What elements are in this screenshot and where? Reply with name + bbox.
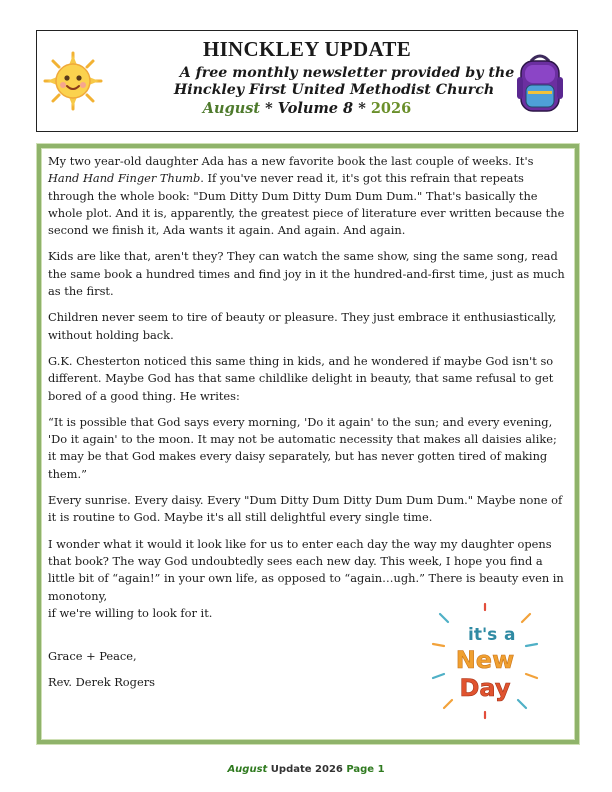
closing: Grace + Peace,	[48, 649, 137, 664]
quote-line-1: “It is possible that God says every morning, 'Do it again' to the sun; and every evening,	[48, 414, 553, 429]
issue-year: 2026	[370, 100, 412, 117]
newsletter-header	[36, 30, 578, 132]
footer-page: Page 1	[346, 764, 385, 775]
page-footer	[0, 764, 612, 775]
issue-line	[37, 100, 577, 117]
paragraph-1-text-b: . If you've never read it, it's got this refrain that repeats through the whole book: "Dum Ditty Dum Ditty Dum Dum Dum." That's basically the whole plot. And it is, apparently, the greatest piece of literature ever written because the second we finish it, Ada wants it again. And again. And again.	[48, 171, 565, 238]
chesterton-quote	[48, 414, 568, 483]
footer-month: August	[227, 764, 268, 775]
paragraph-1	[48, 153, 568, 239]
newsletter-subtitle	[167, 65, 527, 99]
paragraph-6-text-a: I wonder what it would it look like for us to enter each day the way my daughter opens that book? The way God undoubtedly sees each new day. This week, I hope you find a little bit of “again!” in your own life, as opposed to “again…ugh.” There is beauty even in monotony,	[48, 536, 564, 603]
graphic-new: New	[455, 646, 515, 674]
backpack-icon	[515, 51, 565, 115]
paragraph-6-text-b: if we're willing to look for it.	[48, 605, 213, 620]
paragraph-2: Kids are like that, aren't they? They can watch the same show, sing the same song, read the same book a hundred times and find joy in it the hundred-and-first time, just as much as the first.	[48, 249, 565, 299]
graphic-its: it's	[468, 625, 498, 645]
footer-middle: Update 2026	[267, 764, 347, 775]
paragraph-5: Every sunrise. Every daisy. Every "Dum Ditty Dum Ditty Dum Dum Dum." Maybe none of it is routine to God. Maybe it's all still delightful every single time.	[48, 493, 563, 525]
quote-line-2: 'Do it again' to the moon. It may not be automatic necessity that makes all daisies alike;	[48, 432, 557, 447]
paragraph-4: G.K. Chesterton noticed this same thing in kids, and he wondered if maybe God isn't so different. Maybe God has that same childlike delight in beauty, that same refusal to get bored of a good thing. He writes:	[48, 353, 554, 403]
paragraph-3: Children never seem to tire of beauty or pleasure. They just embrace it enthusiastically, without holding back.	[48, 310, 557, 342]
newsletter-title: HINCKLEY UPDATE	[202, 37, 412, 61]
subtitle-line-1: A free monthly newsletter provided by the	[179, 65, 515, 81]
subtitle-line-2: Hinckley First United Methodist Church	[173, 82, 495, 98]
graphic-day: Day	[459, 674, 511, 702]
its-a-new-day-graphic	[428, 602, 542, 720]
graphic-a: a	[504, 625, 516, 645]
signature: Rev. Derek Rogers	[48, 675, 155, 690]
quote-line-3: it may be that God makes every daisy separately, but has never gotten tired of making them.”	[48, 449, 548, 481]
issue-volume: * Volume 8 *	[260, 100, 371, 117]
paragraph-1-text-a: My two year-old daughter Ada has a new favorite book the last couple of weeks. It's	[48, 154, 534, 168]
issue-month: August	[202, 100, 261, 117]
book-title: Hand Hand Finger Thumb	[48, 171, 201, 186]
